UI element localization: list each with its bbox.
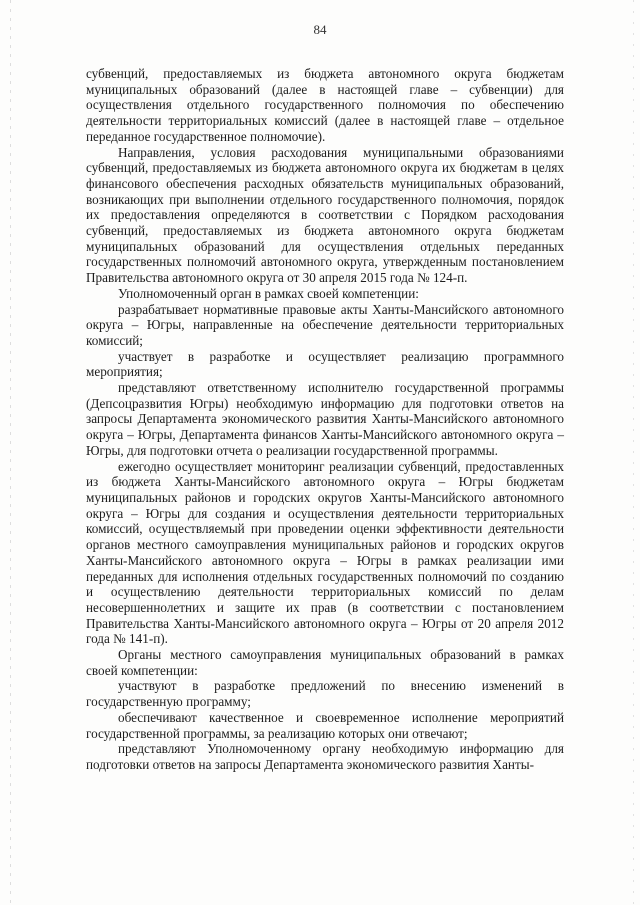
paragraph-participate-proposals: участвуют в разработке предложений по внесению изменений в государственную программу; — [86, 678, 564, 710]
document-body — [86, 66, 564, 773]
paragraph-local-government-intro: Органы местного самоуправления муниципальных образований в рамках своей компетенции: — [86, 647, 564, 678]
paragraph-spending-directions: Направления, условия расходования муниципальными образованиями субвенций, предоставляемых из бюджета автономного округа их бюджетам в целях финансового обеспечения расходных обязательств муниципальных образований, возникающих при выполнении отдельного государственного полномочия, порядок их предоставления определяются в соответствии с Порядком расходования субвенций, предоставляемых из бюджета автономного округа бюджетам муниципальных образований для осуществления отдельных переданных государственных полномочий автономного округа, утвержденным постановлением Правительства автономного округа от 30 апреля 2015 года № 124-п. — [86, 144, 564, 286]
paragraph-provide-authorized-body: представляют Уполномоченному органу необходимую информацию для подготовки ответов на запросы Департамента экономического развития Ханты- — [86, 741, 564, 772]
page-number: 84 — [313, 22, 327, 37]
scan-edge-right — [633, 0, 634, 905]
paragraph-annual-monitoring: ежегодно осуществляет мониторинг реализации субвенций, предоставленных из бюджета Ханты-Мансийского автономного округа – Югры бюджетам муниципальных районов и городских округов Ханты-Мансийского автономного округа – Югры для создания и осуществления деятельности территориальных комиссий, осуществляемый при проведении оценки эффективности деятельности органов местного самоуправления муниципальных районов и городских округов Ханты-Мансийского автономного округа – Югры в рамках реализации ими переданных для исполнения отдельных государственных полномочий по созданию и осуществлению деятельности территориальных комиссий по делам несовершеннолетних и защите их прав (в соответствии с постановлением Правительства Ханты-Мансийского автономного округа – Югры от 20 апреля 2012 года № 141-п). — [86, 458, 564, 647]
paragraph-develops-acts: разрабатывает нормативные правовые акты Ханты-Мансийского автономного округа – Югры, направленные на обеспечение деятельности территориальных комиссий; — [86, 301, 564, 348]
paragraph-participates-program: участвует в разработке и осуществляет реализацию программного мероприятия; — [86, 348, 564, 380]
scan-edge-left — [10, 0, 11, 905]
paragraph-subventions-continuation: субвенций, предоставляемых из бюджета автономного округа бюджетам муниципальных образований (далее в настоящей главе – субвенции) для осуществления отдельного государственного полномочия по обеспечению деятельности территориальных комиссий (далее в настоящей главе – отдельное переданное государственное полномочие). — [86, 66, 564, 144]
paragraph-provides-information: представляют ответственному исполнителю государственной программы (Депсоцразвития Югры) необходимую информацию для подготовки ответов на запросы Департамента экономического развития Ханты-Мансийского автономного округа – Югры, Департамента финансов Ханты-Мансийского автономного округа – Югры, для подготовки отчета о реализации государственной программы. — [86, 380, 564, 458]
paragraph-ensure-execution: обеспечивают качественное и своевременное исполнение мероприятий государственной программы, за реализацию которых они отвечают; — [86, 709, 564, 741]
paragraph-authorized-body-intro: Уполномоченный орган в рамках своей компетенции: — [118, 285, 419, 301]
